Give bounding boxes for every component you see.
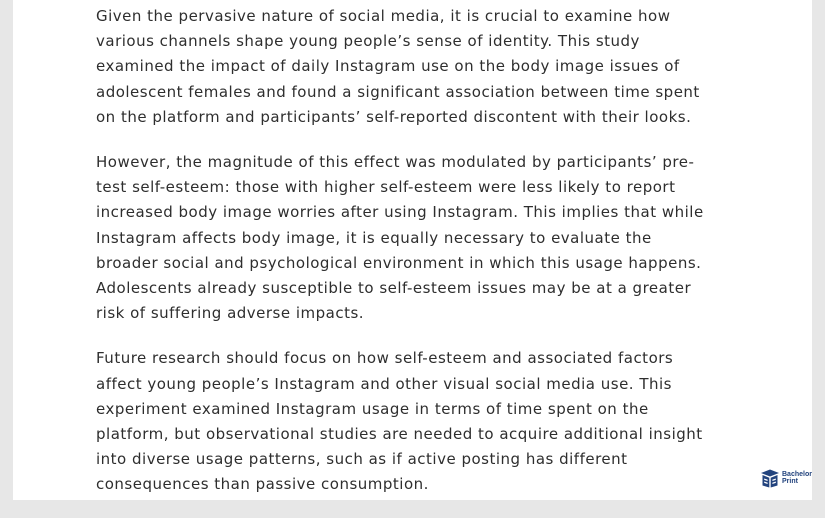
text-line: examined the impact of daily Instagram use on the body image issues of [96,57,680,76]
text-line: on the platform and participants’ self-reported discontent with their looks. [96,107,692,126]
text-line: affect young people’s Instagram and other visual social media use. This [96,374,672,393]
text-line: Adolescents already susceptible to self-esteem issues may be at a greater [96,279,692,298]
text-line: platform, but observational studies are needed to acquire additional insight [96,425,703,444]
logo-line-bachelor: Bachelor [782,471,812,478]
text-line: Given the pervasive nature of social media, it is crucial to examine how [96,7,671,25]
bachelor-print-logo [760,468,812,488]
text-line: Instagram affects body image, it is equally necessary to evaluate the [96,228,652,247]
text-line: increased body image worries after using Instagram. This implies that while [96,203,704,222]
paragraph-self-esteem [96,150,706,326]
text-line: consequences than passive consumption. [96,475,429,494]
logo-wordmark [782,471,812,485]
text-line: broader social and psychological environment in which this usage happens. [96,253,702,272]
document-body [96,4,706,518]
text-line: risk of suffering adverse impacts. [96,304,365,323]
text-line: Future research should focus on how self-esteem and associated factors [96,349,674,368]
text-line: into diverse usage patterns, such as if active posting has different [96,450,628,469]
paragraph-future-research [96,346,706,497]
text-line: experiment examined Instagram usage in terms of time spent on the [96,399,649,418]
text-line: However, the magnitude of this effect was modulated by participants’ pre- [96,153,695,172]
text-line: adolescent females and found a significant association between time spent [96,82,700,101]
paragraph-summary [96,4,706,130]
graduation-book-icon [760,468,780,488]
text-line: test self-esteem: those with higher self-esteem were less likely to report [96,178,676,197]
text-line: various channels shape young people’s sense of identity. This study [96,32,640,51]
logo-line-print: Print [782,478,798,485]
